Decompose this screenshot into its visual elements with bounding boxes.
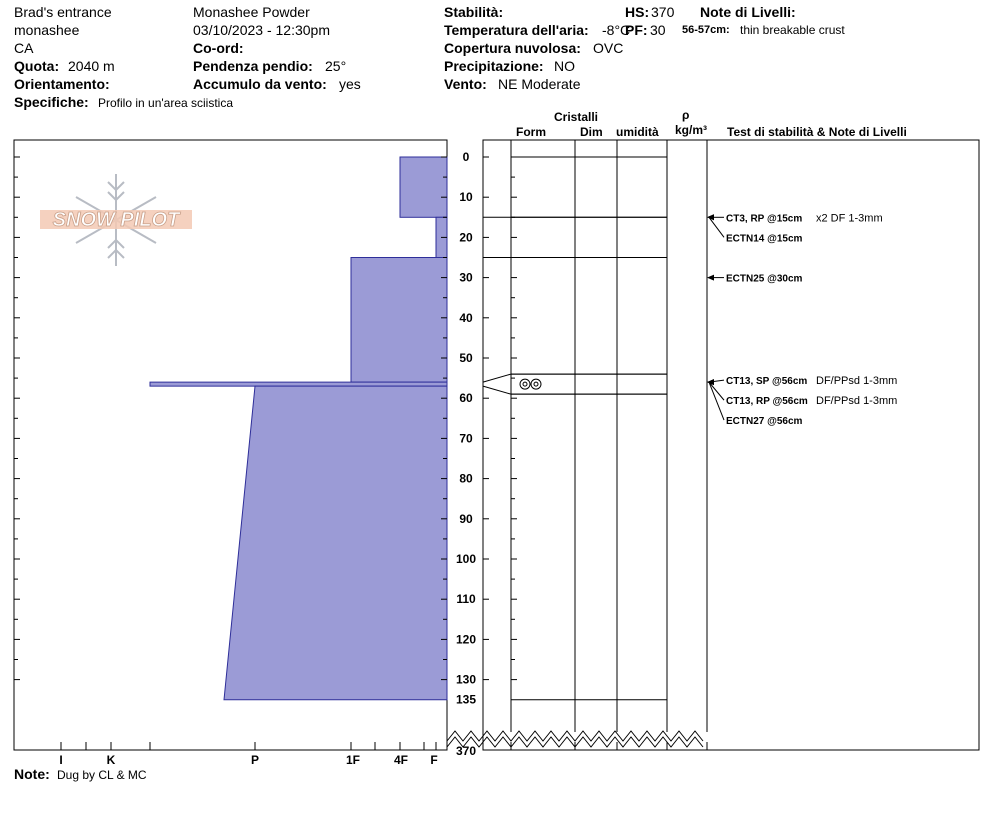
operation-name: Monashee Powder — [193, 4, 310, 20]
depth-tick-label: 60 — [459, 391, 473, 406]
test-extra: DF/PPsd 1-3mm — [816, 395, 898, 408]
precip-value: NO — [554, 58, 575, 74]
layer-connector — [483, 374, 511, 382]
slope-label: Pendenza pendio: — [193, 58, 313, 74]
grain-frame — [483, 140, 979, 750]
chart-frames — [14, 140, 979, 750]
test-label: ECTN27 @56cm — [726, 416, 803, 428]
stability-tests — [707, 212, 897, 427]
test-arrow-line — [709, 382, 724, 420]
depth-tick-label: 370 — [455, 744, 477, 758]
air-temp-label: Temperatura dell'aria: — [444, 22, 589, 38]
depth-tick-label: 90 — [459, 511, 473, 526]
layer-note-text: thin breakable crust — [740, 23, 845, 37]
layer-note-depth: 56-57cm: — [682, 24, 730, 36]
test-label: ECTN14 @15cm — [726, 233, 803, 245]
hardness-bar — [150, 382, 447, 386]
stability-test — [707, 212, 883, 224]
hs-value: 370 — [651, 4, 675, 20]
test-extra: DF/PPsd 1-3mm — [816, 375, 898, 388]
depth-tick-label: 120 — [455, 632, 477, 647]
depth-tick-label: 70 — [459, 431, 473, 446]
tests-header: Test di stabilità & Note di Livelli — [727, 125, 907, 139]
specifics-label: Specifiche: — [14, 94, 89, 110]
elevation-value: 2040 m — [68, 58, 115, 74]
grain-table — [447, 140, 707, 750]
hardness-axis — [59, 742, 447, 767]
coord-label: Co-ord: — [193, 40, 244, 56]
crust-circle — [520, 379, 530, 389]
hardness-bar — [400, 157, 447, 217]
depth-tick-label: 40 — [459, 310, 473, 325]
depth-tick-label: 100 — [455, 552, 477, 566]
hardness-tick-label: K — [106, 753, 116, 767]
form-header: Form — [516, 125, 546, 139]
wind-loading-value: yes — [339, 76, 361, 92]
note-value: Dug by CL & MC — [57, 768, 147, 782]
slope-value: 25° — [325, 58, 347, 74]
density-symbol: ρ — [682, 108, 690, 122]
depth-tick-label: 20 — [459, 230, 473, 245]
stability-test — [707, 274, 803, 285]
crust-circle-inner — [534, 382, 538, 386]
mountain-range: monashee — [14, 22, 80, 38]
test-arrow-line — [709, 382, 724, 400]
test-arrow-line — [709, 217, 724, 237]
crust-circle-inner — [523, 382, 527, 386]
hardness-tick-label: 1F — [345, 753, 361, 767]
depth-tick-label: 10 — [459, 190, 473, 205]
hardness-tick-label: P — [250, 753, 260, 767]
arrow-head-icon — [707, 275, 714, 281]
pf-value: 30 — [650, 22, 666, 38]
crystals-header: Cristalli — [554, 110, 599, 124]
precip-label: Precipitazione: — [444, 58, 544, 74]
depth-tick-label: 80 — [459, 471, 473, 486]
test-label: ECTN25 @30cm — [726, 273, 803, 285]
stability-test — [707, 375, 897, 387]
hardness-tick-label: 4F — [393, 753, 409, 767]
stability-label: Stabilità: — [444, 4, 504, 20]
test-extra: x2 DF 1-3mm — [816, 212, 883, 225]
depth-tick-label: 135 — [455, 692, 477, 707]
wind-value: NE Moderate — [498, 76, 581, 92]
crust-circle — [531, 379, 541, 389]
observation-datetime: 03/10/2023 - 12:30pm — [193, 22, 330, 38]
moisture-header: umidità — [616, 125, 659, 139]
hardness-bar — [224, 386, 447, 700]
elevation-label: Quota: — [14, 58, 60, 74]
air-temp-value: -8°C — [602, 22, 631, 38]
hs-label: HS: — [625, 4, 650, 20]
note-label: Note: — [14, 766, 50, 782]
depth-tick-label: 110 — [456, 592, 476, 607]
depth-tick-label: 130 — [455, 672, 477, 687]
wind-label: Vento: — [444, 76, 487, 92]
test-label: CT13, SP @56cm — [726, 376, 808, 388]
layer-notes-label: Note di Livelli: — [700, 4, 796, 20]
logo-text: SNOW PILOT — [52, 209, 180, 231]
hardness-tick-label: I — [59, 753, 63, 767]
sky-cover-label: Copertura nuvolosa: — [444, 40, 581, 56]
melt-freeze-crust-icon — [520, 379, 541, 389]
location-name: Brad's entrance — [14, 4, 112, 20]
hardness-tick-label: F — [430, 753, 438, 767]
depth-tick-label: 50 — [459, 351, 473, 365]
wind-loading-label: Accumulo da vento: — [193, 76, 327, 92]
test-label: CT13, RP @56cm — [726, 396, 808, 408]
depth-tick-label: 30 — [459, 270, 473, 285]
aspect-label: Orientamento: — [14, 76, 110, 92]
specifics-value: Profilo in un'area sciistica — [98, 96, 234, 110]
hardness-bar — [351, 258, 447, 383]
sky-cover-value: OVC — [593, 40, 624, 56]
size-header: Dim — [580, 125, 603, 139]
test-label: CT3, RP @15cm — [726, 213, 803, 225]
density-unit: kg/m³ — [675, 123, 708, 137]
depth-tick-label: 0 — [462, 150, 470, 164]
hardness-bars — [150, 157, 447, 700]
layer-connector — [483, 386, 511, 394]
region: CA — [14, 40, 34, 56]
pf-label: PF: — [625, 22, 648, 38]
